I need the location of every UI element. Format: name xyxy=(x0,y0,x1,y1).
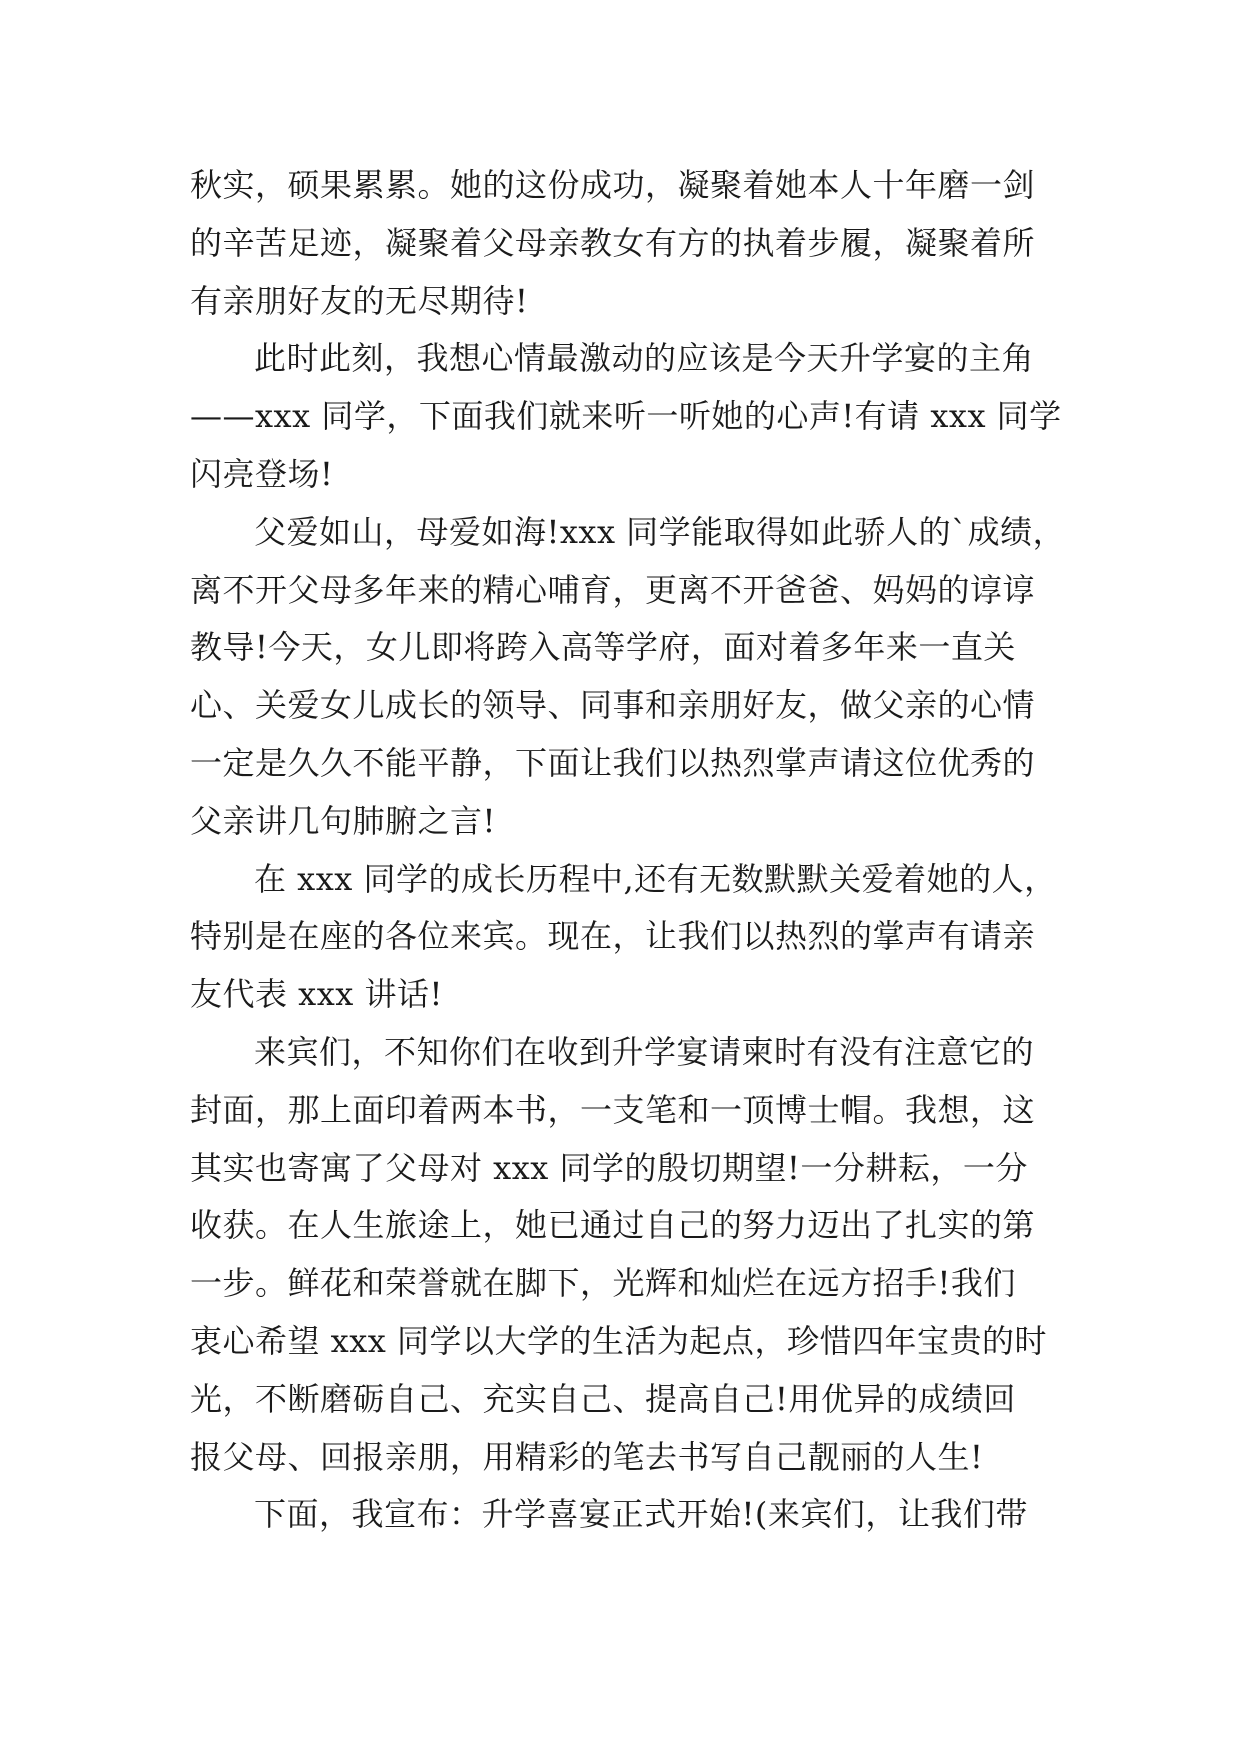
text-line: 离不开父母多年来的精心哺育，更离不开爸爸、妈妈的谆谆 xyxy=(190,570,1036,609)
text-line: 有亲朋好友的无尽期待! xyxy=(190,281,529,320)
text-line: 一步。鲜花和荣誉就在脚下，光辉和灿烂在远方招手!我们 xyxy=(190,1264,1016,1303)
text-line: 一定是久久不能平静，下面让我们以热烈掌声请这位优秀的 xyxy=(190,743,1036,782)
text-line: 收获。在人生旅途上，她已通过自己的努力迈出了扎实的第 xyxy=(190,1206,1036,1245)
text-line: 秋实，硕果累累。她的这份成功，凝聚着她本人十年磨一剑 xyxy=(190,166,1036,204)
text-line: 心、关爱女儿成长的领导、同事和亲朋好友，做父亲的心情 xyxy=(190,686,1036,725)
text-line: 封面，那上面印着两本书，一支笔和一顶博士帽。我想，这 xyxy=(190,1090,1036,1129)
text-line: 报父母、回报亲朋，用精彩的笔去书写自己靓丽的人生! xyxy=(190,1437,984,1476)
text-line: 友代表 xxx 讲话! xyxy=(190,975,443,1014)
text-line: 的辛苦足迹，凝聚着父母亲教女有方的执着步履，凝聚着所 xyxy=(190,223,1036,262)
text-line: ——xxx 同学，下面我们就来听一听她的心声!有请 xxx 同学 xyxy=(190,397,1062,436)
paragraph-start-line: 下面，我宣布：升学喜宴正式开始!(来宾们，让我们带 xyxy=(254,1495,1028,1534)
paragraph-start-line: 在 xxx 同学的成长历程中,还有无数默默关爱着她的人， xyxy=(254,859,1057,898)
text-line: 父亲讲几句肺腑之言! xyxy=(190,801,496,840)
text-line: 光，不断磨砺自己、充实自己、提高自己!用优异的成绩回 xyxy=(190,1379,1016,1418)
text-line: 其实也寄寓了父母对 xxx 同学的殷切期望!一分耕耘，一分 xyxy=(190,1148,1028,1187)
body-text xyxy=(190,157,1066,1544)
text-line: 衷心希望 xxx 同学以大学的生活为起点，珍惜四年宝贵的时 xyxy=(190,1321,1047,1360)
text-line: 教导!今天，女儿即将跨入高等学府，面对着多年来一直关 xyxy=(190,628,1016,667)
text-line: 闪亮登场! xyxy=(190,454,334,493)
paragraph-start-line: 此时此刻，我想心情最激动的应该是今天升学宴的主角 xyxy=(254,339,1035,378)
paragraph-start-line: 父爱如山，母爱如海!xxx 同学能取得如此骄人的`成绩， xyxy=(254,512,1066,551)
text-line: 特别是在座的各位来宾。现在，让我们以热烈的掌声有请亲 xyxy=(190,917,1036,956)
paragraph-start-line: 来宾们，不知你们在收到升学宴请柬时有没有注意它的 xyxy=(254,1032,1035,1071)
